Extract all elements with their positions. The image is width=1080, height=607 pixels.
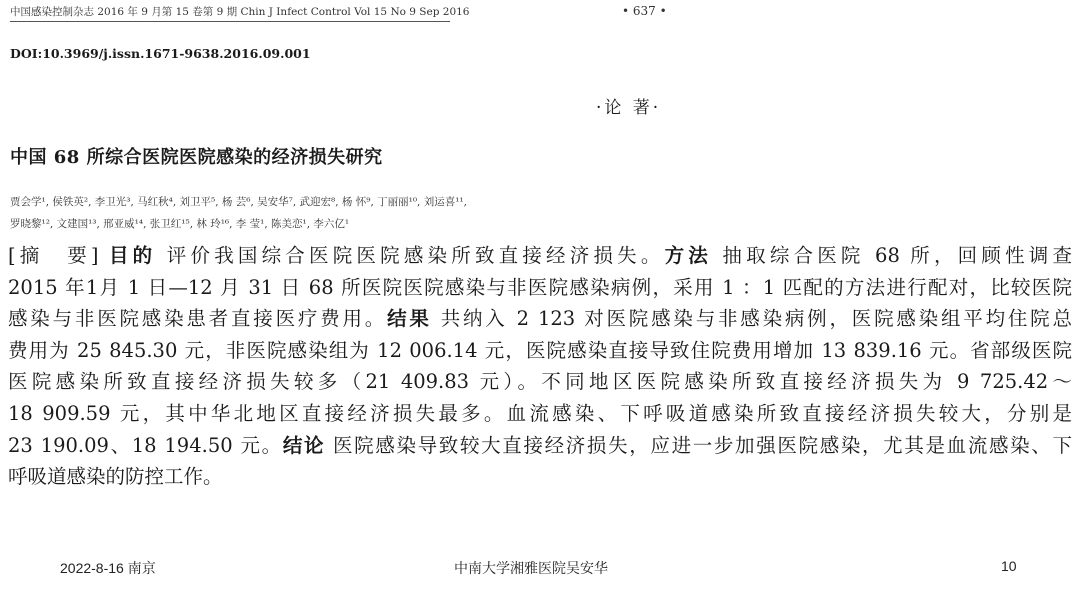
authors-line: 贾会学¹, 侯铁英², 李卫光³, 马红秋⁴, 刘卫平⁵, 杨 芸⁶, 吴安华⁷, 武迎宏⁸, 杨 怀⁹, 丁丽丽¹⁰, 刘运喜¹¹, (10, 196, 467, 208)
abstract-label: [摘 要] (8, 244, 99, 267)
method-keyword: 方法 (664, 244, 712, 267)
abstract-text-span: 感染与非医院感染患者直接医疗费用。 (8, 307, 388, 331)
result-keyword: 结果 (387, 307, 432, 331)
section-label: ·论 著· (596, 98, 662, 118)
abstract-line: 费用为 25 845.30 元，非医院感染组为 12 006.14 元，医院感染直接导致住院费用增加 13 839.16 元。省部级医院 (8, 338, 1072, 362)
footer-date: 2022-8-16 南京 (60, 560, 156, 576)
conclusion-keyword: 结论 (282, 433, 326, 457)
purpose-text: 评价我国综合医院医院感染所致直接经济损失。 (166, 244, 665, 267)
header-rule (10, 21, 450, 22)
abstract-line: 呼吸道感染的防控工作。 (8, 465, 223, 489)
doi: DOI:10.3969/j.issn.1671-9638.2016.09.001 (10, 46, 311, 61)
abstract-line (8, 240, 1072, 272)
abstract-line (8, 430, 1072, 462)
footer-institution: 中南大学湘雅医院吴安华 (454, 560, 608, 576)
abstract-text (8, 240, 1072, 493)
result-text: 共纳入 2 123 对医院感染与非感染病例，医院感染组平均住院总 (440, 307, 1072, 331)
slide-number: 10 (1001, 558, 1017, 574)
abstract-line: 2015 年1月 1 日—12 月 31 日 68 所医院医院感染与非医院感染病例，采用 1 ：1 匹配的方法进行配对，比较医院 (8, 275, 1072, 299)
conclusion-text: 医院感染导致较大直接经济损失，应进一步加强医院感染，尤其是血流感染、下 (333, 433, 1072, 457)
abstract-line: 18 909.59 元，其中华北地区直接经济损失最多。血流感染、下呼吸道感染所致直接经济损失较大，分别是 (8, 401, 1072, 425)
journal-header: 中国感染控制杂志 2016 年 9 月第 15 卷第 9 期 Chin J Infect Control Vol 15 No 9 Sep 2016 (10, 6, 470, 18)
purpose-keyword: 目的 (108, 244, 157, 267)
abstract-line: 医院感染所致直接经济损失较多（21 409.83 元）。不同地区医院感染所致直接经济损失为 9 725.42～ (8, 370, 1072, 394)
page-number: • 637 • (622, 4, 667, 18)
abstract-line (8, 303, 1072, 335)
abstract-text-span: 23 190.09、18 194.50 元。 (8, 433, 283, 457)
authors-line: 罗晓黎¹², 文建国¹³, 邢亚威¹⁴, 张卫红¹⁵, 林 玲¹⁶, 李 莹¹, 陈美恋¹, 李六亿¹ (10, 218, 350, 230)
method-text: 抽取综合医院 68 所，回顾性调查 (722, 244, 1072, 267)
article-title: 中国 68 所综合医院医院感染的经济损失研究 (10, 147, 383, 168)
